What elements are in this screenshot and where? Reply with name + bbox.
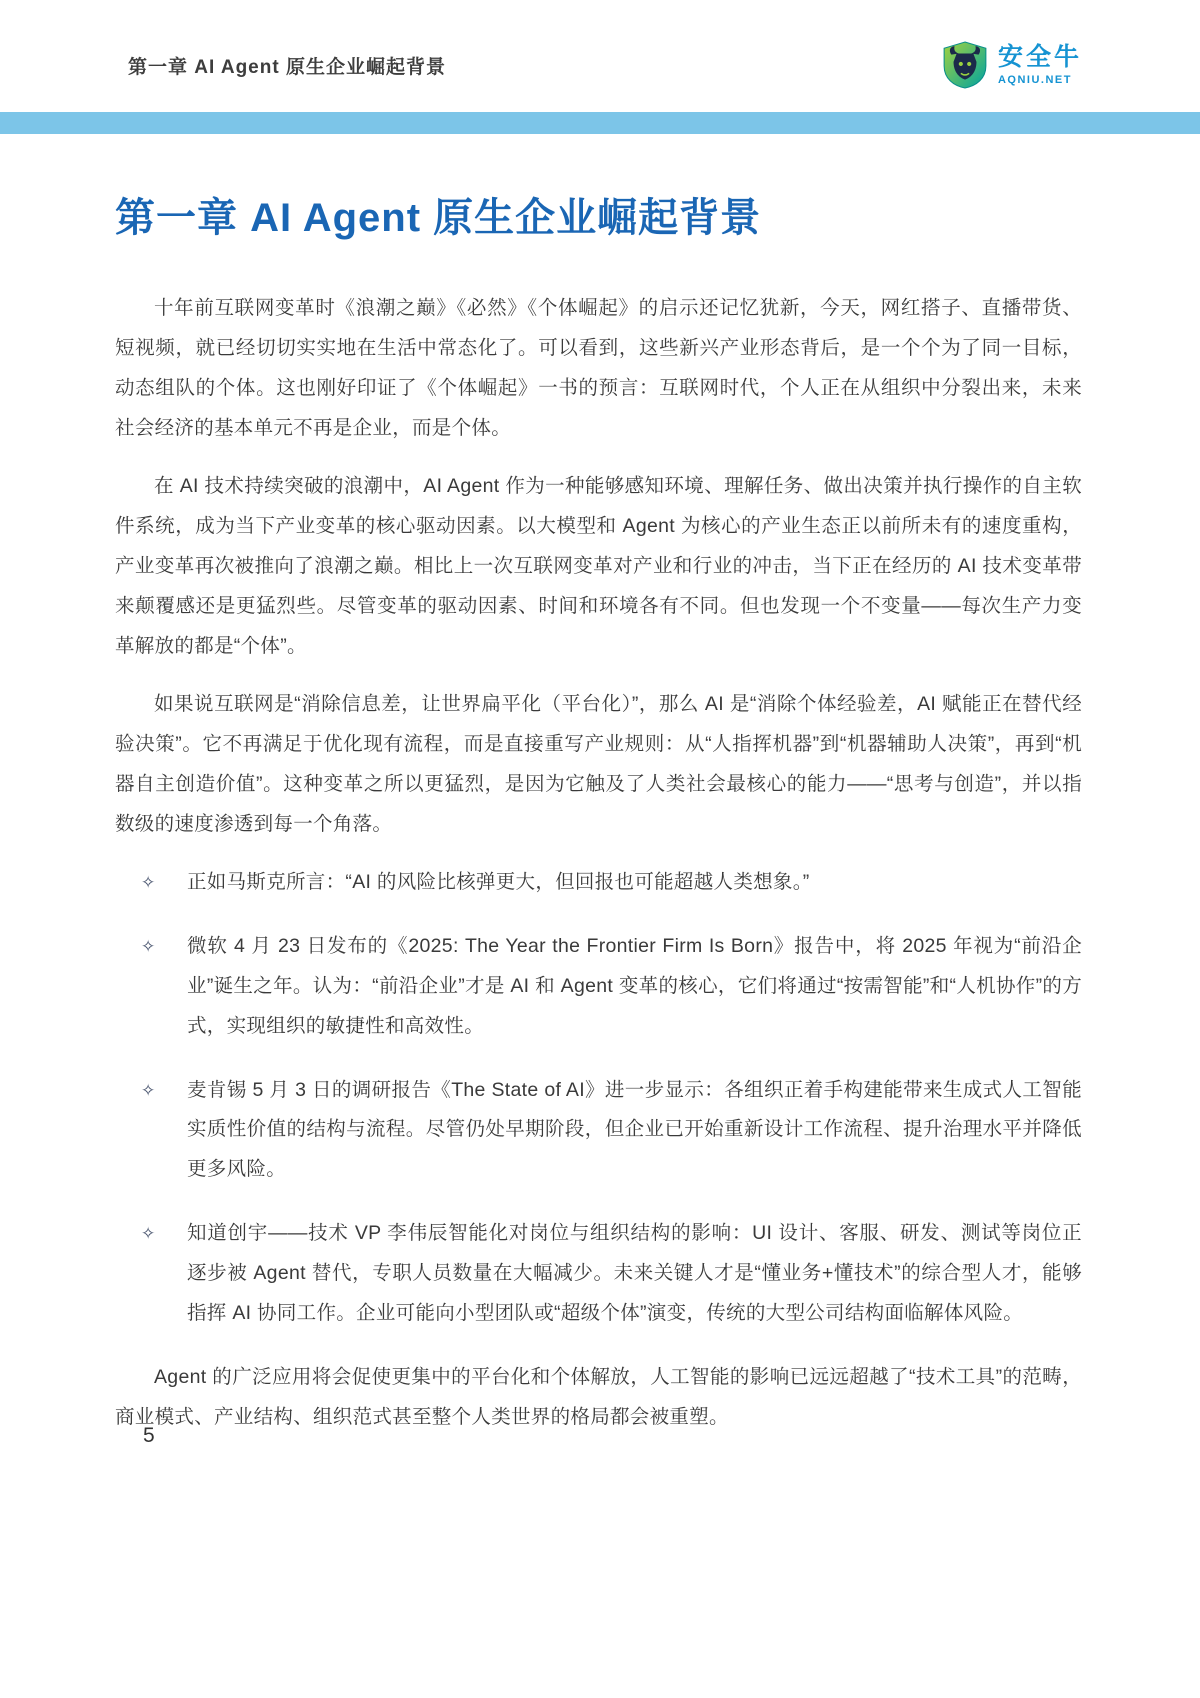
page-number: 5 xyxy=(143,1424,155,1447)
logo-text xyxy=(998,44,1082,86)
logo-brand-name: 安全牛 xyxy=(997,43,1082,72)
closing-paragraph: Agent 的广泛应用将会促使更集中的平台化和个体解放，人工智能的影响已远远超越了“技术工具”的范畴，商业模式、产业结构、组织范式甚至整个人类世界的格局都会被重塑。 xyxy=(115,1366,1082,1429)
header-chapter-title: 第一章 AI Agent 原生企业崛起背景 xyxy=(128,56,446,78)
body-paragraph-2: 在 AI 技术持续突破的浪潮中，AI Agent 作为一种能够感知环境、理解任务、做出决策并执行操作的自主软件系统，成为当下产业变革的核心驱动因素。以大模型和 Agent 为核心的产业生态正以前所未有的速度重构，产业变革再次被推向了浪潮之巅。相比上一次互联网变革对产业和行业的冲击，当下正在经历的 AI 技术变革带来颠覆感还是更猛烈些。尽管变革的驱动因素、时间和环境各有不同。但也发现一个不变量——每次生产力变革解放的都是“个体”。 xyxy=(115,474,1082,657)
logo-domain: AQNIU.NET xyxy=(997,73,1072,86)
bullet-text-2: 微软 4 月 23 日发布的《2025: The Year the Frontier Firm Is Born》报告中，将 2025 年视为“前沿企业”诞生之年。认为：“前沿企业”才是 AI 和 Agent 变革的核心，它们将通过“按需智能”和“人机协作”的方式，实现组织的敏捷性和高效性。 xyxy=(187,934,1082,1037)
document-body xyxy=(0,134,1200,1438)
shield-bull-logo-icon xyxy=(941,41,989,89)
body-paragraph-3: 如果说互联网是“消除信息差，让世界扁平化（平台化）”，那么 AI 是“消除个体经验差，AI 赋能正在替代经验决策”。它不再满足于优化现有流程，而是直接重写产业规则：从“人指挥机器”到“机器辅助人决策”，再到“机器自主创造价值”。这种变革之所以更猛烈，是因为它触及了人类社会最核心的能力——“思考与创造”，并以指数级的速度渗透到每一个角落。 xyxy=(115,692,1082,835)
bullet-item-3 xyxy=(141,1071,1082,1191)
page-title: 第一章 AI Agent 原生企业崛起背景 xyxy=(115,196,762,240)
page-header xyxy=(0,0,1200,112)
diamond-bullet-icon: ✧ xyxy=(141,872,156,892)
bullet-item-4 xyxy=(141,1214,1082,1334)
bullet-item-2 xyxy=(141,927,1082,1047)
bullet-text-3: 麦肯锡 5 月 3 日的调研报告《The State of AI》进一步显示：各组织正着手构建能带来生成式人工智能实质性价值的结构与流程。尽管仍处早期阶段，但企业已开始重新设计工作流程、提升治理水平并降低更多风险。 xyxy=(187,1078,1082,1181)
bullet-list xyxy=(115,863,1082,1335)
bullet-text-4: 知道创宇——技术 VP 李伟辰智能化对岗位与组织结构的影响：UI 设计、客服、研发、测试等岗位正逐步被 Agent 替代，专职人员数量在大幅减少。未来关键人才是“懂业务+懂技术”的综合型人才，能够指挥 AI 协同工作。企业可能向小型团队或“超级个体”演变，传统的大型公司结构面临解体风险。 xyxy=(187,1222,1082,1325)
header-divider-band xyxy=(0,112,1200,134)
diamond-bullet-icon: ✧ xyxy=(141,936,156,956)
bullet-item-1 xyxy=(141,863,1082,903)
bullet-text-1: 正如马斯克所言：“AI 的风险比核弹更大，但回报也可能超越人类想象。” xyxy=(187,870,810,893)
body-paragraph-1: 十年前互联网变革时《浪潮之巅》《必然》《个体崛起》的启示还记忆犹新，今天，网红搭子、直播带货、短视频，就已经切切实实地在生活中常态化了。可以看到，这些新兴产业形态背后，是一个个为了同一目标，动态组队的个体。这也刚好印证了《个体崛起》一书的预言：互联网时代，个人正在从组织中分裂出来，未来社会经济的基本单元不再是企业，而是个体。 xyxy=(115,297,1082,439)
diamond-bullet-icon: ✧ xyxy=(141,1080,156,1100)
logo xyxy=(941,41,1082,89)
diamond-bullet-icon: ✧ xyxy=(141,1224,156,1244)
